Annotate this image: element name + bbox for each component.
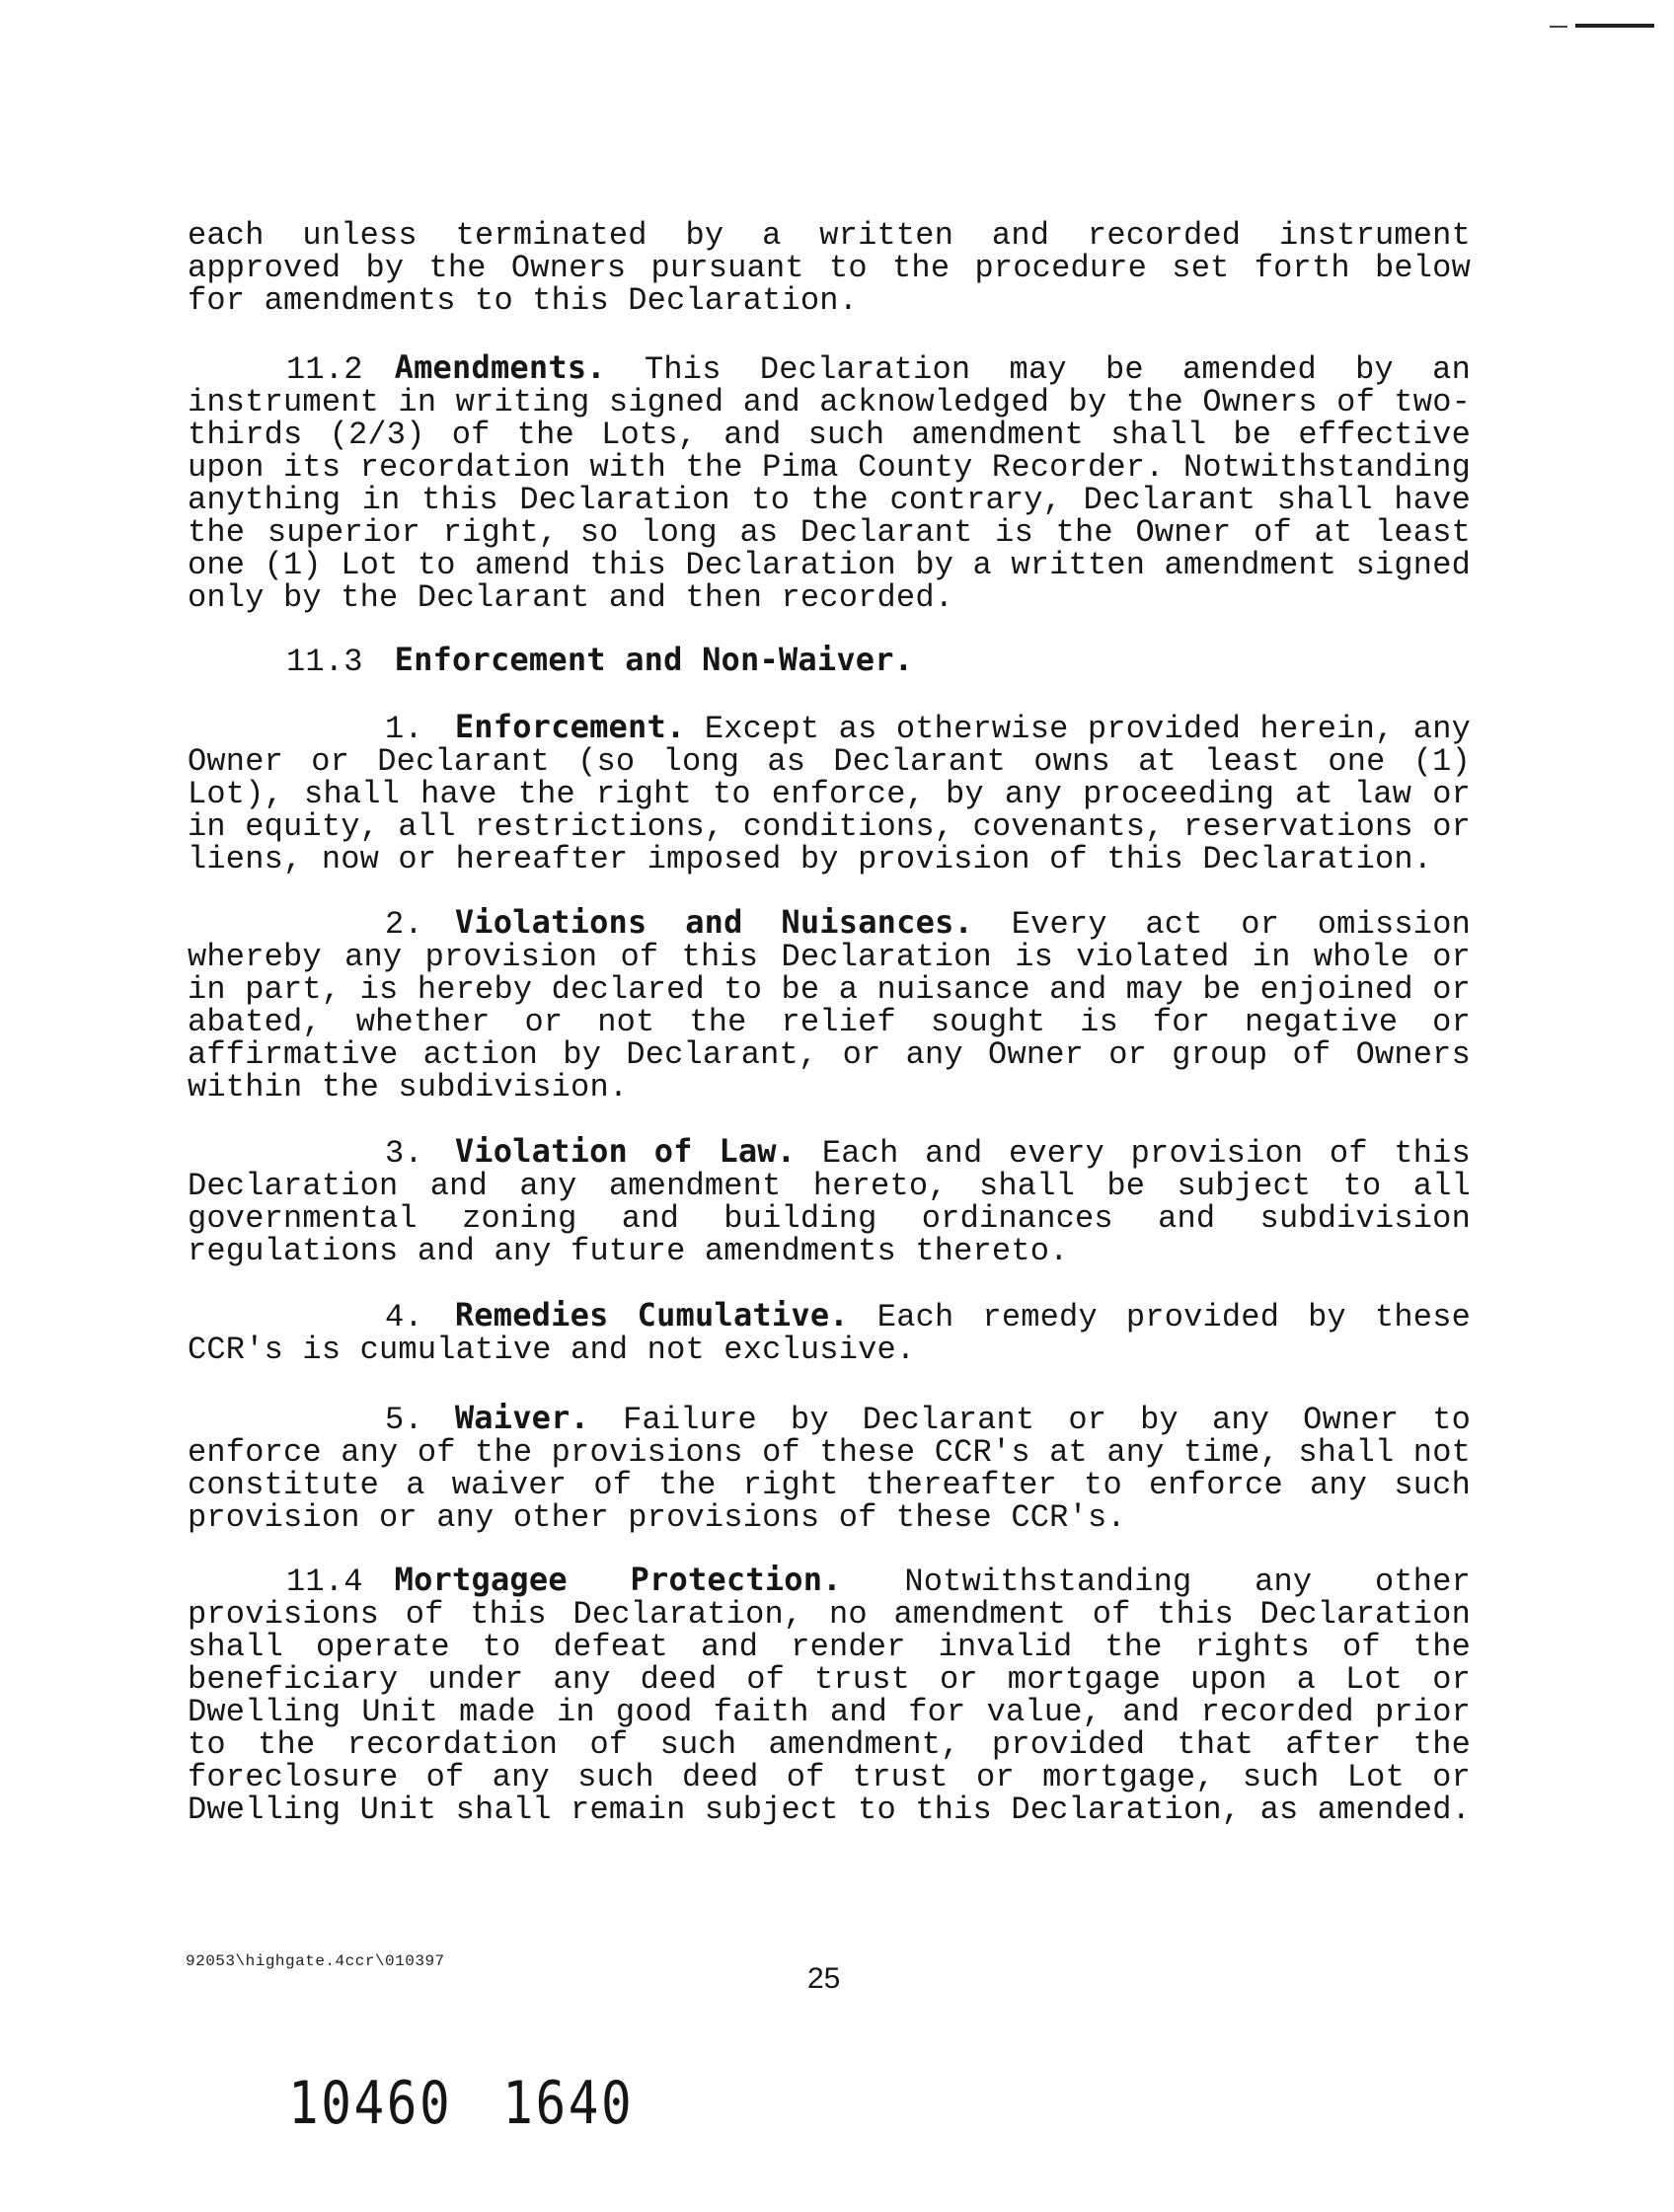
subsection-heading: Violations and Nuisances. <box>454 903 974 941</box>
recording-book: 10460 <box>288 2069 453 2138</box>
paragraph-text: Notwithstanding any other provisions of this Declaration, no amendment of this Declaration shall operate to defeat and render invalid the rights of the beneficiary under any deed of trust or mortgage upon a Lot or Dwelling Unit made in good faith and for value, and recorded prior to the recordation of such amendment, provided that after the foreclosure of any such deed of trust or mortgage, such Lot or Dwelling Unit shall remain subject to this Declaration, as amended. <box>188 1564 1472 1828</box>
section-11-2-amendments <box>188 348 1472 616</box>
footer-file-id: 92053\highgate.4ccr\010397 <box>186 1952 445 1970</box>
section-heading: Enforcement and Non-Waiver. <box>394 641 914 678</box>
paragraph-text: Except as otherwise provided herein, any Owner or Declarant (so long as Declarant owns at least one (1) Lot), shall have the right to enforce, by any proceeding at law or in equity, all restrictions, conditions, covenants, reservations or liens, now or hereafter imposed by provision of this Declaration. <box>188 711 1472 877</box>
section-heading: Amendments. <box>394 348 606 386</box>
subsection-heading: Violation of Law. <box>454 1132 797 1170</box>
subsection-number: 3. <box>385 1135 423 1172</box>
paragraph-text: Each remedy provided by these CCR's is cumulative and not exclusive. <box>188 1299 1471 1368</box>
page-number: 25 <box>807 1962 841 1995</box>
subsection-number: 2. <box>385 906 423 943</box>
section-heading: Mortgagee Protection. <box>394 1561 842 1598</box>
recording-page: 1640 <box>502 2069 635 2138</box>
scan-corner-mark-small <box>1550 26 1567 28</box>
section-11-3-heading <box>188 641 1471 680</box>
subsection-number: 1. <box>385 711 423 747</box>
paragraph-text: Each and every provision of this Declaration and any amendment hereto, shall be subject to all governmental zoning and building ordinances and subdivision regulations and any future amendments thereto. <box>188 1135 1471 1269</box>
subsection-waiver <box>188 1399 1472 1536</box>
section-number: 11.3 <box>286 644 363 680</box>
subsection-number: 4. <box>385 1299 423 1335</box>
subsection-heading: Enforcement. <box>454 708 686 745</box>
paragraph-text: each unless terminated by a written and recorded instrument approved by the Owners pursuant to the procedure set forth below for amendments to this Declaration. <box>188 217 1471 319</box>
subsection-violation-of-law <box>188 1132 1471 1269</box>
subsection-enforcement <box>188 708 1472 877</box>
subsection-remedies-cumulative <box>188 1296 1471 1368</box>
subsection-number: 5. <box>385 1402 423 1438</box>
subsection-heading: Waiver. <box>454 1399 590 1436</box>
paragraph-text: This Declaration may be amended by an instrument in writing signed and acknowledged by the Owners of two-thirds (2/3) of the Lots, and such amendment shall be effective upon its recordation with the Pima County Recorder. Notwithstanding anything in this Declaration to the contrary, Declarant shall have the superior right, so long as Declarant is the Owner of at least one (1) Lot to amend this Declaration by a written amendment signed only by the Declarant and then recorded. <box>188 351 1472 616</box>
scan-corner-mark <box>1575 24 1654 28</box>
paragraph-text: Every act or omission whereby any provision of this Declaration is violated in whole or in part, is hereby declared to be a nuisance and may be enjoined or abated, whether or not the relief sought is for negative or affirmative action by Declarant, or any Owner or group of Owners within the subdivision. <box>188 906 1472 1106</box>
section-11-4-mortgagee-protection <box>188 1561 1472 1828</box>
paragraph-continuation <box>188 219 1471 317</box>
section-number: 11.2 <box>286 351 363 388</box>
subsection-violations-nuisances <box>188 903 1472 1106</box>
section-number: 11.4 <box>286 1564 363 1600</box>
subsection-heading: Remedies Cumulative. <box>454 1296 849 1334</box>
recording-stamp <box>288 2069 634 2138</box>
paragraph-text: Failure by Declarant or by any Owner to enforce any of the provisions of these CCR's at any time, shall not constitute a waiver of the right thereafter to enforce any such provision or any other provisions of these CCR's. <box>188 1402 1472 1536</box>
